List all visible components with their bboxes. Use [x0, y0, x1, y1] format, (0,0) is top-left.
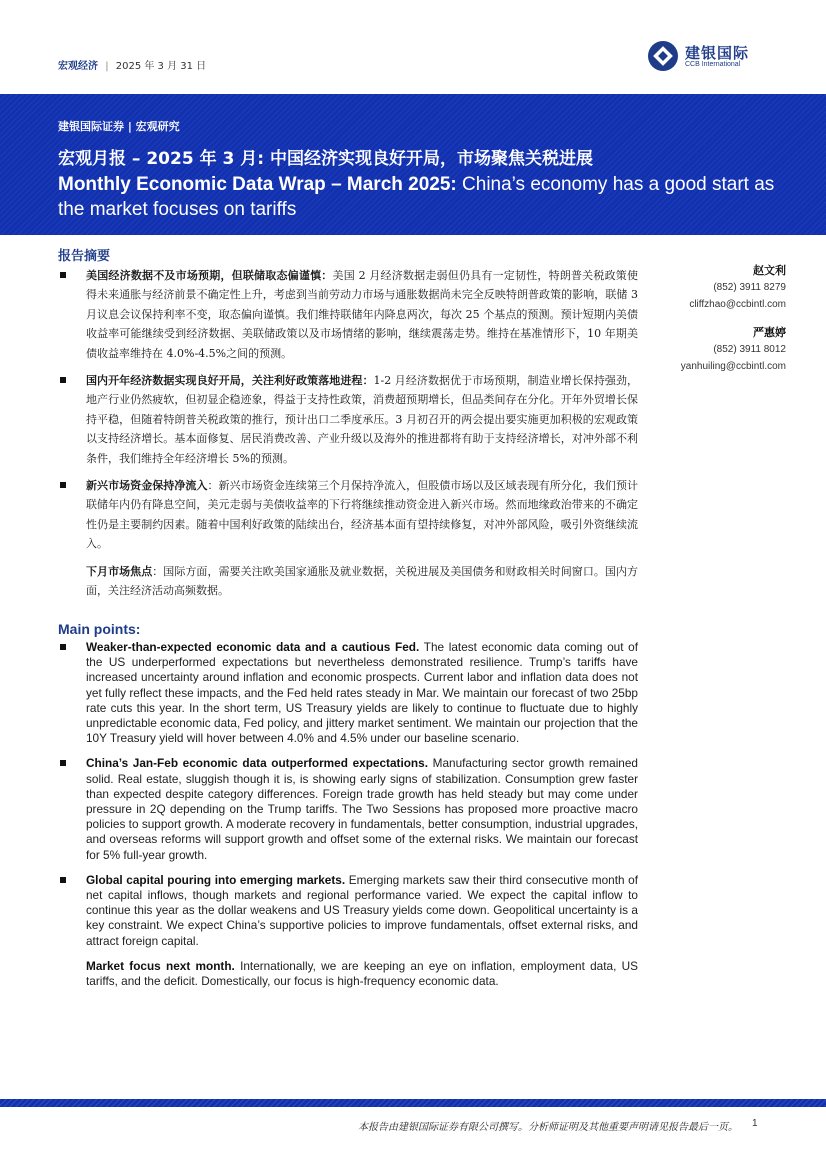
logo-text-cn: 建银国际 — [685, 44, 750, 62]
bullet-square-icon — [60, 877, 66, 883]
analyst-email[interactable]: cliffzhao@ccbintl.com — [689, 299, 786, 310]
analyst-name: 赵文利 — [753, 264, 786, 277]
analyst-contacts — [640, 262, 786, 375]
report-title-en-lead: Monthly Economic Data Wrap – March 2025: — [58, 174, 457, 195]
company-logo — [647, 40, 787, 74]
summary-item-lead: 美国经济数据不及市场预期，但联储取态偏谨慎： — [86, 269, 333, 282]
main-point-text: Emerging markets saw their third consecutive month of net capital inflows, though markets and regional performance varied. We expect the capital inflow to continue this year as the dollar weakens and US Treasury yields come down. Geopolitical uncertainty is a key constraint. We expect China’s supportive policies to improve fundamentals, offset external risks, and attract foreign capital. — [86, 872, 638, 948]
logo-text-en: CCB International — [685, 61, 741, 68]
page-number: 1 — [752, 1118, 758, 1129]
summary-heading: 报告摘要 — [58, 249, 111, 264]
main-points-heading: Main points: — [58, 621, 141, 637]
summary-item-lead: 新兴市场资金保持净流入 — [86, 479, 208, 493]
main-point-lead: Global capital pouring into emerging markets. — [86, 872, 346, 887]
footer-rule — [0, 1099, 826, 1107]
bullet-square-icon — [60, 760, 66, 766]
summary-focus-text: ：国际方面，需要关注欧美国家通胀及就业数据，关税进展及美国债务和财政相关时间窗口。国内方面，关注经济活动高频数据。 — [86, 564, 639, 598]
analyst-phone: (852) 3911 8012 — [713, 344, 786, 355]
analyst-name: 严惠婷 — [753, 326, 786, 339]
ccb-logo-icon — [647, 40, 679, 72]
main-point-lead: Weaker-than-expected economic data and a cautious Fed. — [86, 640, 420, 654]
bullet-square-icon — [60, 644, 66, 650]
summary-item — [58, 266, 638, 363]
summary-focus-lead: 下月市场焦点 — [86, 564, 153, 578]
main-points-focus-text: Internationally, we are keeping an eye on inflation, employment data, US tariffs, and the deficit. Domestically, our focus is high-frequency economic data. — [86, 958, 638, 989]
disclaimer-note: 本报告由建银国际证券有限公司撰写。分析师证明及其他重要声明请见报告最后一页。 — [358, 1122, 738, 1133]
report-date: 2025 年 3 月 31 日 — [115, 61, 207, 72]
research-unit: 建银国际证券 | 宏观研究 — [58, 120, 180, 133]
summary-item — [58, 371, 638, 468]
summary-focus — [58, 562, 638, 601]
report-meta — [58, 57, 206, 72]
main-point-item — [58, 873, 638, 949]
main-point-text: Manufacturing sector growth remained solid. Real estate, sluggish though it is, is showing early signs of stabilization. Consumption grew faster than expected despite category differences. Foreign trade growth has held steady but may come under pressure in 2Q depending on the Trump tariffs. The Two Sessions has proposed more proactive macro policies to support growth. A moderate recovery in fundamentals, better consumption, industrial upgrades, and overseas reforms will support growth and offset some of the external risks. We maintain our forecast for 5% full-year growth. — [86, 756, 638, 862]
summary-item-lead: 国内开年经济数据实现良好开局，关注利好政策落地进程： — [86, 374, 374, 388]
main-point-item — [58, 756, 638, 862]
analyst-email[interactable]: yanhuiling@ccbintl.com — [680, 361, 786, 372]
main-point-lead: China’s Jan-Feb economic data outperformed expectations. — [86, 756, 428, 771]
analyst-phone: (852) 3911 8279 — [713, 282, 786, 293]
report-category: 宏观经济 — [58, 61, 98, 72]
main-point-item — [58, 640, 638, 746]
bullet-square-icon — [60, 377, 66, 383]
summary-item-text: 美国 2 月经济数据走弱但仍具有一定韧性，特朗普关税政策使得未来通胀与经济前景不确定性上升，考虑到当前劳动力市场与通胀数据尚未完全反映特朗普政策的影响，联储 3 月议息会议保持利率不变，取态偏向谨慎。我们维持联储年内降息两次，每次 25 个基点的预测。预计短期内美债收益率可能继续受到经济数据、美联储政策以及市场情绪的影响，继续震荡走势。维持在基准情形下，10 年期美债收益率维持在 4.0%-4.5%之间的预测。 — [86, 269, 639, 360]
summary-item-text: 1-2 月经济数据优于市场预期，制造业增长保持强劲，地产行业仍然疲软，但初显企稳迹象，得益于支持性政策，消费超预期增长，但品类间存在分化。开年外贸增长保持平稳，但随着特朗普关税政策的推行，预计出口二季度承压。3 月初召开的两会提出要实施更加积极的宏观政策以支持经济增长。基本面修复、居民消费改善、产业升级以及海外的推进都将有助于支持经济增长，对冲外部不利条件，我们维持全年经济增长 5%的预测。 — [86, 374, 638, 465]
summary-item-text: ：新兴市场资金连续第三个月保持净流入，但股债市场以及区域表现有所分化，我们预计联储年内仍有降息空间，美元走弱与美债收益率的下行将继续推动资金进入新兴市场。然而地缘政治带来的不确定性仍是主要制约因素。随着中国利好政策的陆续出台，经济基本面有望持续修复，对冲外部风险，吸引外资继续流入。 — [86, 479, 639, 551]
bullet-square-icon — [60, 482, 66, 488]
main-points-focus-lead: Market focus next month. — [86, 958, 235, 973]
main-points-en — [58, 640, 638, 989]
title-banner — [0, 94, 826, 235]
report-title-en — [58, 172, 788, 222]
meta-separator: | — [105, 61, 109, 72]
report-title-en-rest: China’s economy has a good start as the market focuses on tariffs — [58, 174, 775, 220]
main-points-focus — [58, 959, 638, 989]
summary-item — [58, 476, 638, 554]
report-title-cn: 宏观月报 – 2025 年 3 月: 中国经济实现良好开局，市场聚焦关税进展 — [58, 149, 593, 169]
summary-cn — [58, 266, 638, 601]
bullet-square-icon — [60, 272, 66, 278]
main-point-text: The latest economic data coming out of the US underperformed expectations but nevertheless demonstrated resilience. Trump’s tariffs have increased uncertainty around inflation and economic prospects. Current labor and inflation data does not yet fully reflect these impacts, and the Fed held rates steady in Mar. We maintain our forecast of two 25bp rate cuts this year. In the short term, US Treasury yields are likely to continue to fluctuate due to highly unpredictable economic data, Fed policy, and jittery market sentiment. We maintain our projection that the 10Y Treasury yield will hover between 4.0% and 4.5% under our baseline scenario. — [86, 640, 638, 746]
